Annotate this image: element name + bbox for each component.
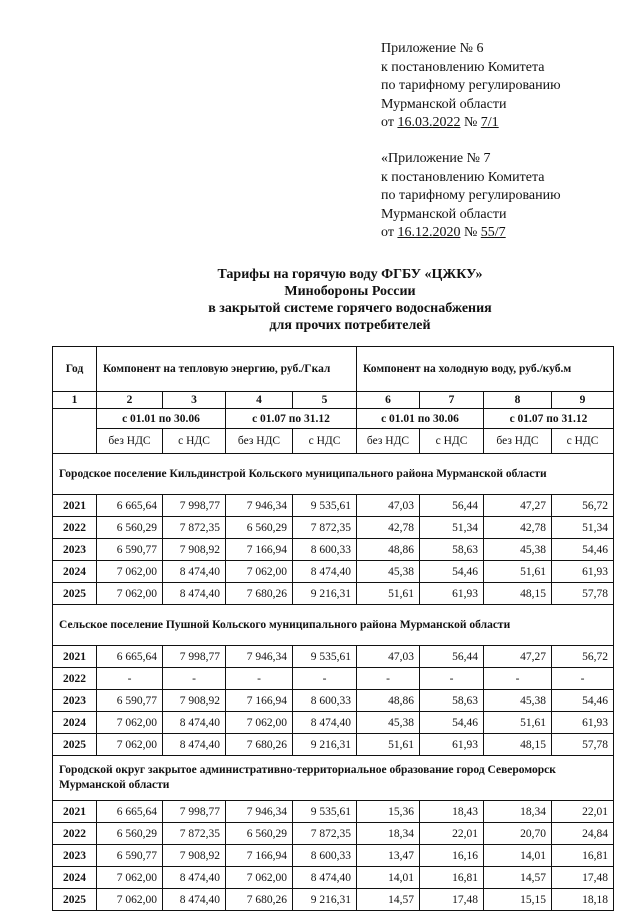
tariff-cell: 47,27 [484,495,552,517]
table-row [53,712,614,734]
tariff-cell: 7 062,00 [226,561,293,583]
vat-label: с НДС [552,429,614,454]
document-title [60,266,640,334]
table-row [53,646,614,668]
table-row [53,823,614,845]
tariff-cell: 8 474,40 [163,583,226,605]
header-year: Год [53,347,97,392]
period-cold-h1: с 01.01 по 30.06 [357,409,484,429]
tariff-cell: 7 872,35 [293,823,357,845]
tariff-cell: 7 062,00 [97,561,163,583]
tariff-cell: 6 665,64 [97,495,163,517]
year-cell: 2023 [53,845,97,867]
appendix-7-line3: по тарифному регулированию [381,188,561,203]
vat-label: без НДС [484,429,552,454]
appendix-6-num-prefix: № [460,115,481,130]
tariff-cell: 7 166,94 [226,539,293,561]
table-row [53,495,614,517]
tariff-cell: 15,36 [357,801,420,823]
tariff-cell: 14,57 [357,889,420,911]
tariff-cell: 7 062,00 [97,734,163,756]
appendix-7-date-prefix: от [381,225,398,240]
tariff-cell: 18,18 [552,889,614,911]
tariff-cell: 16,81 [420,867,484,889]
tariff-cell: 51,61 [484,712,552,734]
tariff-cell: 15,15 [484,889,552,911]
header-thermal-component: Компонент на тепловую энергию, руб./Гкал [97,347,357,392]
tariff-cell: 6 560,29 [97,517,163,539]
appendix-7-line1: «Приложение № 7 [381,151,491,166]
col-number: 4 [226,392,293,409]
table-row [53,889,614,911]
appendix-6-line3: по тарифному регулированию [381,78,561,93]
tariff-cell: - [357,668,420,690]
period-cold-h2: с 01.07 по 31.12 [484,409,614,429]
appendix-7-line2: к постановлению Комитета [381,169,545,185]
tariff-cell: 18,43 [420,801,484,823]
tariff-cell: 16,81 [552,845,614,867]
vat-label: с НДС [163,429,226,454]
tariff-cell: 9 535,61 [293,646,357,668]
empty-year-cell [53,409,97,454]
tariff-cell: 51,61 [484,561,552,583]
tariff-cell: 6 590,77 [97,539,163,561]
tariff-cell: 42,78 [357,517,420,539]
tariff-cell: 8 474,40 [163,712,226,734]
tariff-cell: - [420,668,484,690]
year-cell: 2025 [53,734,97,756]
column-numbers-row [53,392,614,409]
tariff-cell: 9 216,31 [293,889,357,911]
year-cell: 2024 [53,561,97,583]
year-cell: 2024 [53,867,97,889]
tariff-cell: 13,47 [357,845,420,867]
tariff-cell: 8 474,40 [293,712,357,734]
tariff-cell: 7 062,00 [97,889,163,911]
section-header-row [53,756,614,801]
section-header-row [53,605,614,646]
tariff-cell: 7 908,92 [163,690,226,712]
table-header-row [53,347,614,392]
tariff-cell: 7 998,77 [163,646,226,668]
tariff-cell: 47,27 [484,646,552,668]
tariff-cell: 6 560,29 [226,823,293,845]
tariff-cell: 8 600,33 [293,845,357,867]
tariff-cell: 7 680,26 [226,583,293,605]
tariff-cell: 61,93 [420,734,484,756]
table-row [53,801,614,823]
vat-label: с НДС [420,429,484,454]
appendix-6-reference [381,40,561,133]
tariff-cell: 9 216,31 [293,583,357,605]
tariff-cell: 7 062,00 [226,867,293,889]
year-cell: 2025 [53,583,97,605]
tariff-cell: 48,15 [484,583,552,605]
tariff-cell: 45,38 [357,561,420,583]
tariff-cell: 22,01 [552,801,614,823]
tariff-cell: 56,44 [420,495,484,517]
tariff-cell: 7 062,00 [97,867,163,889]
tariff-cell: 58,63 [420,539,484,561]
tariff-cell: 51,61 [357,734,420,756]
tariff-cell: 8 474,40 [293,561,357,583]
tariff-cell: 54,46 [420,712,484,734]
year-cell: 2023 [53,690,97,712]
tariff-cell: 45,38 [357,712,420,734]
tariff-cell: 24,84 [552,823,614,845]
tariff-cell: - [163,668,226,690]
tariff-cell: 14,01 [484,845,552,867]
tariff-cell: 7 908,92 [163,845,226,867]
col-number: 6 [357,392,420,409]
tariff-cell: 6 665,64 [97,646,163,668]
tariff-cell: 58,63 [420,690,484,712]
year-cell: 2022 [53,823,97,845]
tariff-cell: 54,46 [552,539,614,561]
appendix-6-line1: Приложение № 6 [381,41,484,56]
year-cell: 2021 [53,646,97,668]
title-line3: в закрытой системе горячего водоснабжения [208,301,492,316]
appendix-6-line2: к постановлению Комитета [381,59,545,75]
section-header-row [53,454,614,495]
tariff-cell: 7 062,00 [226,712,293,734]
year-cell: 2024 [53,712,97,734]
tariff-cell: - [97,668,163,690]
title-line1: Тарифы на горячую воду ФГБУ «ЦЖКУ» [217,267,483,282]
appendix-6-date: 16.03.2022 [397,115,461,130]
tariff-cell: 54,46 [420,561,484,583]
tariff-cell: 14,01 [357,867,420,889]
tariff-cell: 61,93 [420,583,484,605]
tariff-cell: 8 474,40 [163,561,226,583]
tariff-cell: 9 535,61 [293,801,357,823]
col-number: 1 [53,392,97,409]
tariff-cell: 22,01 [420,823,484,845]
tariff-cell: 7 166,94 [226,845,293,867]
tariff-cell: 6 590,77 [97,845,163,867]
tariff-cell: - [552,668,614,690]
tariff-cell: 7 998,77 [163,495,226,517]
appendix-6-date-prefix: от [381,115,398,130]
header-cold-water-component: Компонент на холодную воду, руб./куб.м [357,347,614,392]
vat-label: без НДС [97,429,163,454]
table-row [53,517,614,539]
year-cell: 2025 [53,889,97,911]
tariff-cell: 8 474,40 [163,889,226,911]
vat-label: без НДС [357,429,420,454]
period-thermal-h2: с 01.07 по 31.12 [226,409,357,429]
col-number: 9 [552,392,614,409]
tariff-cell: 7 946,34 [226,801,293,823]
tariff-cell: 54,46 [552,690,614,712]
tariff-cell: 20,70 [484,823,552,845]
tariff-cell: 16,16 [420,845,484,867]
year-cell: 2023 [53,539,97,561]
appendix-7-reference [381,150,561,243]
tariff-cell: 18,34 [357,823,420,845]
tariff-cell: 47,03 [357,646,420,668]
tariff-cell: 56,44 [420,646,484,668]
tariff-cell: 57,78 [552,583,614,605]
tariff-cell: 48,15 [484,734,552,756]
appendix-6-date-line [381,114,561,133]
tariff-cell: 61,93 [552,561,614,583]
tariff-cell: 7 908,92 [163,539,226,561]
table-row [53,561,614,583]
appendix-7-num-prefix: № [460,225,481,240]
year-cell: 2022 [53,517,97,539]
vat-row [53,429,614,454]
table-row [53,668,614,690]
tariff-cell: 7 680,26 [226,734,293,756]
tariff-cell: 14,57 [484,867,552,889]
tariff-cell: 6 560,29 [226,517,293,539]
tariff-cell: 51,61 [357,583,420,605]
appendix-7-date: 16.12.2020 [397,225,461,240]
appendix-7-number: 55/7 [480,225,506,240]
tariff-cell: 57,78 [552,734,614,756]
year-cell: 2022 [53,668,97,690]
tariff-cell: 7 946,34 [226,646,293,668]
col-number: 8 [484,392,552,409]
tariff-cell: 7 062,00 [97,712,163,734]
tariff-cell: 17,48 [420,889,484,911]
tariff-cell: 51,34 [552,517,614,539]
table-row [53,867,614,889]
tariff-cell: 9 216,31 [293,734,357,756]
tariff-table-body [53,347,614,911]
section-name: Городское поселение Кильдинстрой Кольского муниципального района Мурманской области [53,454,614,495]
title-line2: Минобороны России [284,284,416,299]
tariff-cell: 7 872,35 [293,517,357,539]
tariff-cell: 45,38 [484,690,552,712]
tariff-cell: 56,72 [552,495,614,517]
tariff-cell: 8 600,33 [293,539,357,561]
col-number: 2 [97,392,163,409]
tariff-cell: - [226,668,293,690]
section-name: Сельское поселение Пушной Кольского муниципального района Мурманской области [53,605,614,646]
tariff-cell: 6 665,64 [97,801,163,823]
tariff-cell: 8 474,40 [163,734,226,756]
period-row [53,409,614,429]
tariff-cell: 17,48 [552,867,614,889]
tariff-cell: 42,78 [484,517,552,539]
year-cell: 2021 [53,495,97,517]
table-row [53,583,614,605]
col-number: 3 [163,392,226,409]
tariff-cell: 48,86 [357,690,420,712]
tariff-cell: 9 535,61 [293,495,357,517]
tariff-cell: 61,93 [552,712,614,734]
tariff-table [52,346,614,911]
tariff-cell: 6 590,77 [97,690,163,712]
tariff-cell: 48,86 [357,539,420,561]
title-line4: для прочих потребителей [269,318,431,333]
tariff-cell: 7 166,94 [226,690,293,712]
appendix-6-number: 7/1 [480,115,499,130]
vat-label: без НДС [226,429,293,454]
tariff-cell: - [484,668,552,690]
year-cell: 2021 [53,801,97,823]
appendix-7-line4: Мурманской области [381,206,507,222]
tariff-cell: 7 872,35 [163,823,226,845]
tariff-cell: 6 560,29 [97,823,163,845]
period-thermal-h1: с 01.01 по 30.06 [97,409,226,429]
tariff-cell: 7 946,34 [226,495,293,517]
tariff-cell: 7 680,26 [226,889,293,911]
tariff-cell: 7 062,00 [97,583,163,605]
table-row [53,734,614,756]
appendix-7-date-line [381,224,561,243]
tariff-cell: 7 998,77 [163,801,226,823]
tariff-cell: 51,34 [420,517,484,539]
tariff-cell: 56,72 [552,646,614,668]
tariff-cell: 18,34 [484,801,552,823]
table-row [53,539,614,561]
section-name: Городской округ закрытое административно-территориальное образование город Североморск Мурманской области [53,756,614,801]
tariff-cell: 47,03 [357,495,420,517]
tariff-cell: 7 872,35 [163,517,226,539]
tariff-cell: 8 474,40 [163,867,226,889]
appendix-6-line4: Мурманской области [381,96,507,112]
col-number: 5 [293,392,357,409]
tariff-cell: 45,38 [484,539,552,561]
table-row [53,845,614,867]
tariff-cell: 8 600,33 [293,690,357,712]
table-row [53,690,614,712]
vat-label: с НДС [293,429,357,454]
tariff-cell: 8 474,40 [293,867,357,889]
col-number: 7 [420,392,484,409]
tariff-cell: - [293,668,357,690]
